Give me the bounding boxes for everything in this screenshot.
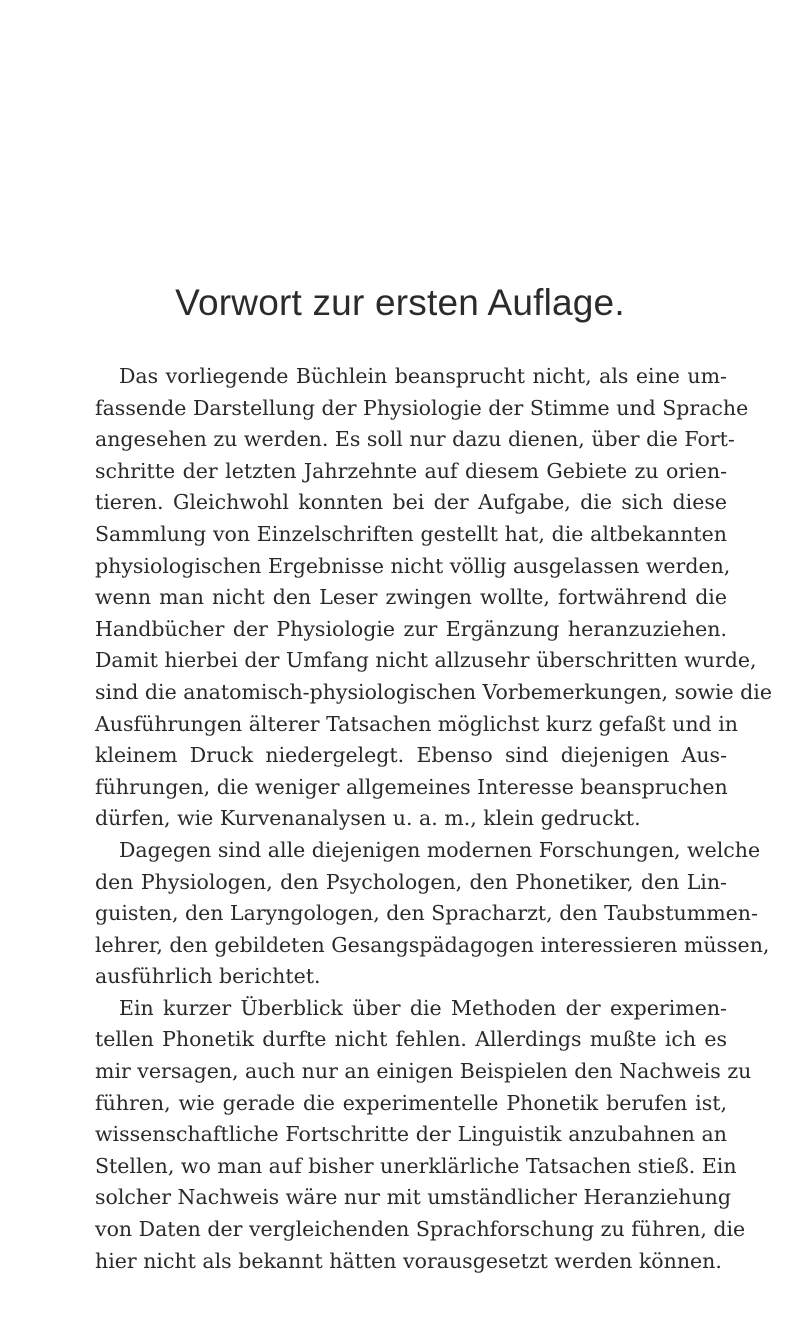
text-line: tellen Phonetik durfte nicht fehlen. Allerdings mußte ich es [95, 1027, 727, 1052]
text-line: Damit hierbei der Umfang nicht allzusehr überschritten wurde, [95, 648, 757, 673]
text-line: fassende Darstellung der Physiologie der Stimme und Sprache [95, 395, 749, 420]
text-line: mir versagen, auch nur an einigen Beispielen den Nachweis zu [95, 1059, 752, 1084]
text-line: Das vorliegende Büchlein beansprucht nicht, als eine um- [119, 364, 727, 388]
text-line: Sammlung von Einzelschriften gestellt hat, die altbekannten [95, 521, 727, 546]
text-line: führen, wie gerade die experimentelle Phonetik berufen ist, [95, 1090, 727, 1115]
text-line: von Daten der vergleichenden Sprachforschung zu führen, die [95, 1217, 746, 1242]
text-line: führungen, die weniger allgemeines Interesse beanspruchen [95, 774, 728, 799]
page-title: Vorwort zur ersten Auflage. [175, 282, 625, 323]
text-line: kleinem Druck niedergelegt. Ebenso sind diejenigen Aus- [95, 743, 727, 768]
text-line: Dagegen sind alle diejenigen modernen Forschungen, welche [119, 837, 761, 862]
paragraph [95, 993, 752, 1277]
text-line: physiologischen Ergebnisse nicht völlig ausgelassen werden, [95, 553, 731, 578]
text-line: den Physiologen, den Psychologen, den Phonetiker, den Lin- [95, 869, 727, 894]
text-line: hier nicht als bekannt hätten vorausgesetzt werden können. [95, 1248, 722, 1273]
text-line: ausführlich berichtet. [95, 964, 321, 989]
text-line: angesehen zu werden. Es soll nur dazu dienen, über die Fort- [95, 427, 735, 452]
text-line: Handbücher der Physiologie zur Ergänzung heranzuziehen. [95, 616, 727, 641]
paragraph [95, 361, 772, 835]
text-line: Stellen, wo man auf bisher unerklärliche Tatsachen stieß. Ein [95, 1153, 737, 1178]
text-line: guisten, den Laryngologen, den Spracharzt, den Taubstummen- [95, 901, 758, 926]
text-line: dürfen, wie Kurvenanalysen u. a. m., klein gedruckt. [95, 806, 641, 831]
text-line: wissenschaftliche Fortschritte der Linguistik anzubahnen an [95, 1122, 727, 1147]
text-line: sind die anatomisch-physiologischen Vorbemerkungen, sowie die [95, 679, 772, 704]
paragraph [95, 835, 770, 993]
text-line: wenn man nicht den Leser zwingen wollte, fortwährend die [95, 585, 727, 610]
text-line: lehrer, den gebildeten Gesangspädagogen interessieren müssen, [95, 932, 770, 957]
text-line: Ausführungen älterer Tatsachen möglichst kurz gefaßt und in [95, 711, 738, 736]
text-line: tieren. Gleichwohl konnten bei der Aufgabe, die sich diese [95, 490, 727, 515]
text-line: Ein kurzer Überblick über die Methoden der experimen- [119, 995, 727, 1020]
text-line: solcher Nachweis wäre nur mit umständlicher Heranziehung [95, 1185, 732, 1210]
body-text [95, 361, 772, 1277]
text-line: schritte der letzten Jahrzehnte auf diesem Gebiete zu orien- [95, 458, 727, 483]
